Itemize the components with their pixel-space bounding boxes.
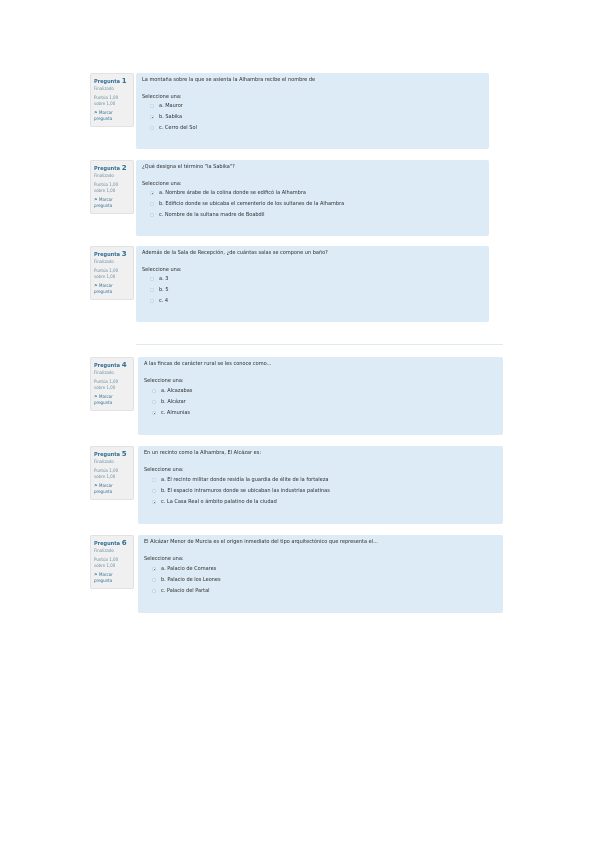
question-number: Pregunta 5 [94,450,127,458]
flag-question-link[interactable]: ⚑Marcar pregunta [94,483,113,494]
question-text: La montaña sobre la que se asienta la Alhambra recibe el nombre de [142,77,316,83]
question-number: Pregunta 4 [94,361,127,369]
radio-button-selected[interactable] [152,500,156,504]
radio-button[interactable] [150,277,154,281]
question-content: En un recinto como la Alhambra, El Alcázar es: Seleccione una: a. El recinto militar donde residía la guardia de élite de la fortaleza b. El espacio intramuros donde se ubicaban las industrias palatinas c. La Casa Real o ámbito palatino de la ciudad [138,446,503,524]
question-content: La montaña sobre la que se asienta la Alhambra recibe el nombre de Seleccione una: a. Mauror b. Sabika c. Cerro del Sol [136,73,489,149]
radio-button[interactable] [150,288,154,292]
question-info [90,246,134,300]
radio-button-selected[interactable] [152,411,156,415]
question-content: El Alcázar Menor de Murcia es el origen inmediato del tipo arquitectónico que representa el... Seleccione una: a. Palacio de Comares b. Palacio de los Leones c. Palacio del Partal [138,535,503,613]
question-text: En un recinto como la Alhambra, El Alcázar es: [144,450,261,456]
question-text: El Alcázar Menor de Murcia es el origen inmediato del tipo arquitectónico que representa el... [144,539,378,545]
question-content: Además de la Sala de Recepción, ¿de cuántas salas se compone un baño? Seleccione una: a. 3 b. 5 c. 4 [136,246,489,322]
question-number: Pregunta 1 [94,77,127,85]
flag-icon: ⚑ [94,110,98,115]
flag-question-link[interactable]: ⚑Marcar pregunta [94,197,113,208]
question-number: Pregunta 6 [94,539,127,547]
question-status: Finalizado [94,259,114,264]
select-prompt: Seleccione una: [142,94,182,100]
radio-button[interactable] [152,389,156,393]
question-text: A las fincas de carácter rural se les conoce como... [144,361,272,367]
flag-icon: ⚑ [94,394,98,399]
radio-button[interactable] [152,489,156,493]
radio-button[interactable] [150,213,154,217]
radio-button[interactable] [152,400,156,404]
flag-question-link[interactable]: ⚑Marcar pregunta [94,283,113,294]
flag-question-link[interactable]: ⚑Marcar pregunta [94,110,113,121]
question-text: Además de la Sala de Recepción, ¿de cuántas salas se compone un baño? [142,250,328,256]
question-info [90,160,134,214]
select-prompt: Seleccione una: [144,467,184,473]
question-score: Puntúa 1,00 sobre 1,00 [94,557,119,568]
question-number: Pregunta 2 [94,164,127,172]
question-content: A las fincas de carácter rural se les conoce como... Seleccione una: a. Alcazabas b. Alcázar c. Almunias [138,357,503,435]
radio-button[interactable] [152,478,156,482]
question-score: Puntúa 1,00 sobre 1,00 [94,468,119,479]
question-status: Finalizado [94,173,114,178]
radio-button-selected[interactable] [152,567,156,571]
radio-button-selected[interactable] [150,115,154,119]
question-text: ¿Qué designa el término "la Sabika"? [142,164,235,170]
question-status: Finalizado [94,548,114,553]
select-prompt: Seleccione una: [144,378,184,384]
select-prompt: Seleccione una: [142,267,182,273]
question-content: ¿Qué designa el término "la Sabika"? Seleccione una: a. Nombre árabe de la colina donde se edificó la Alhambra b. Edificio donde se ubicaba el cementerio de los sultanes de la Alhambra c. Nombre de la sultana madre de Boabdil [136,160,489,236]
question-score: Puntúa 1,00 sobre 1,00 [94,379,119,390]
question-score: Puntúa 1,00 sobre 1,00 [94,95,119,106]
flag-question-link[interactable]: ⚑Marcar pregunta [94,394,113,405]
radio-button[interactable] [150,126,154,130]
select-prompt: Seleccione una: [142,181,182,187]
flag-question-link[interactable]: ⚑Marcar pregunta [94,572,113,583]
question-number: Pregunta 3 [94,250,127,258]
select-prompt: Seleccione una: [144,556,184,562]
radio-button[interactable] [152,589,156,593]
page-break-divider [136,344,503,345]
radio-button[interactable] [150,104,154,108]
question-status: Finalizado [94,86,114,91]
question-info [90,73,134,127]
question-info [90,357,134,411]
question-status: Finalizado [94,459,114,464]
radio-button[interactable] [150,299,154,303]
question-score: Puntúa 1,00 sobre 1,00 [94,268,119,279]
radio-button[interactable] [150,202,154,206]
flag-icon: ⚑ [94,572,98,577]
question-score: Puntúa 1,00 sobre 1,00 [94,182,119,193]
flag-icon: ⚑ [94,283,98,288]
flag-icon: ⚑ [94,197,98,202]
question-info [90,535,134,589]
radio-button-selected[interactable] [150,191,154,195]
radio-button[interactable] [152,578,156,582]
question-status: Finalizado [94,370,114,375]
flag-icon: ⚑ [94,483,98,488]
question-info [90,446,134,500]
